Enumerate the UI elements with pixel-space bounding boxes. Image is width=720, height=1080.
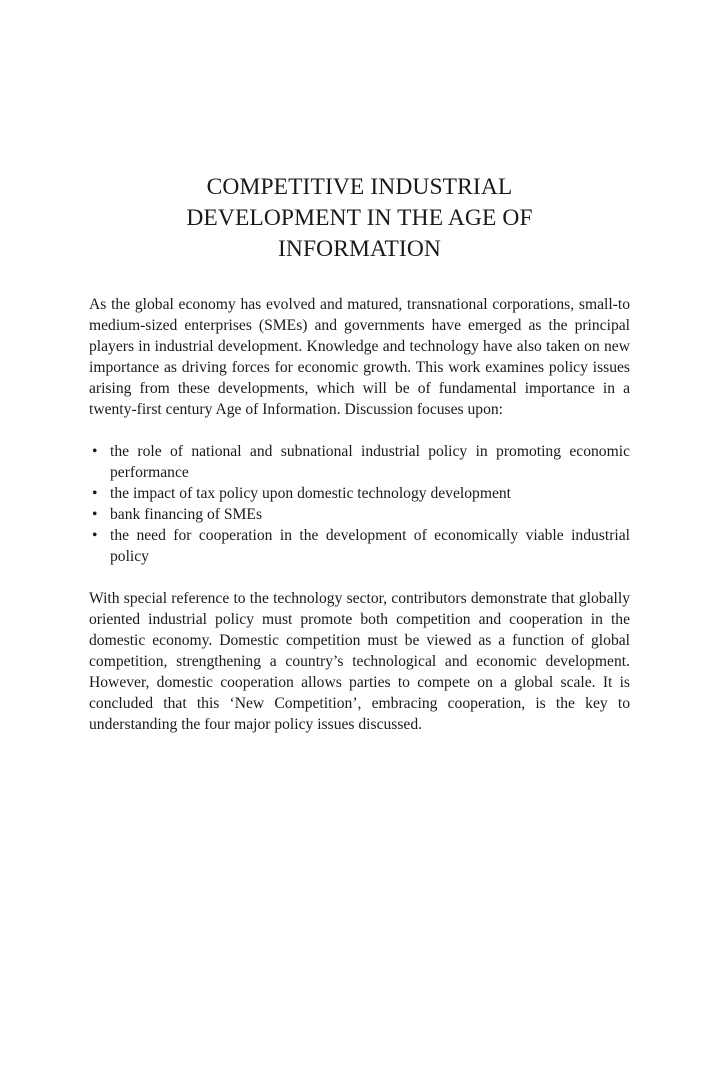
bullet-icon: • bbox=[92, 506, 98, 523]
closing-paragraph: With special reference to the technology sector, contributors demonstrate that globally oriented industrial policy must promote both competition and cooperation in the domestic economy. Domestic competition must be viewed as a function of global competition, strengthening a country’s technological and economic development. However, domestic cooperation allows parties to compete on a global scale. It is concluded that this ‘New Competition’, embracing cooperation, is the key to understanding the four major policy issues discussed. bbox=[89, 590, 630, 733]
list-item bbox=[89, 525, 630, 567]
list-item-text: the role of national and subnational industrial policy in promoting economic performance bbox=[110, 443, 630, 481]
list-item-text: the need for cooperation in the development of economically viable industrial policy bbox=[110, 527, 630, 565]
book-page bbox=[89, 172, 630, 735]
title-line: INFORMATION bbox=[278, 236, 441, 262]
list-item-text: the impact of tax policy upon domestic technology development bbox=[110, 485, 512, 502]
intro-paragraph: As the global economy has evolved and matured, transnational corporations, small-to medium-sized enterprises (SMEs) and governments have emerged as the principal players in industrial development. Knowledge and technology have also taken on new importance as driving forces for economic growth. This work examines policy issues arising from these developments, which will be of fundamental importance in a twenty-first century Age of Information. Discussion focuses upon: bbox=[89, 296, 630, 418]
title-line: COMPETITIVE INDUSTRIAL bbox=[206, 174, 513, 200]
list-item-text: bank financing of SMEs bbox=[110, 506, 263, 523]
bullet-icon: • bbox=[92, 485, 98, 502]
list-item bbox=[89, 504, 630, 525]
bullet-icon: • bbox=[92, 443, 98, 460]
title-line: DEVELOPMENT IN THE AGE OF bbox=[186, 205, 533, 231]
focus-list bbox=[89, 441, 630, 567]
list-item bbox=[89, 483, 630, 504]
bullet-icon: • bbox=[92, 527, 98, 544]
list-item bbox=[89, 441, 630, 483]
page-title bbox=[89, 172, 630, 265]
